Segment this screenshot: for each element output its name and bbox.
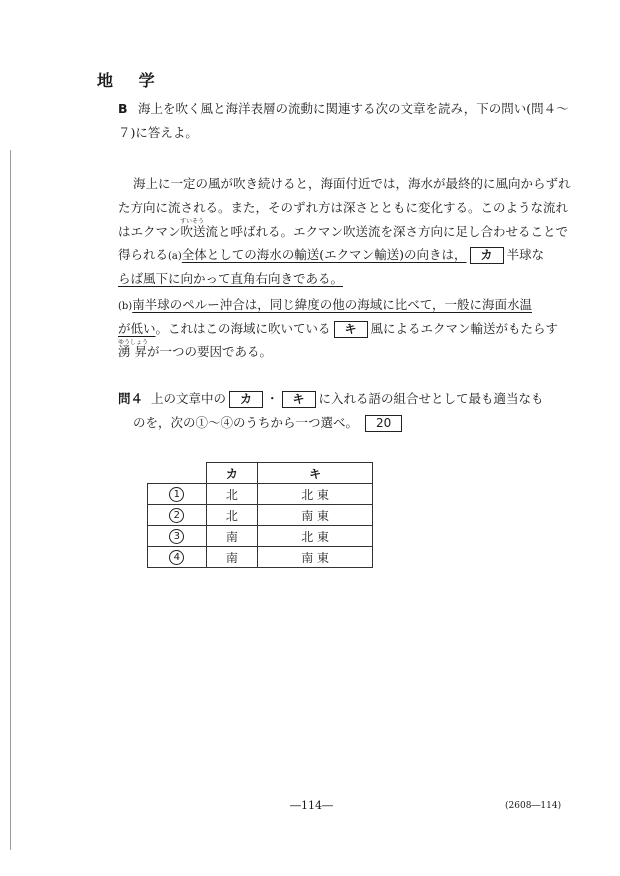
ruby-reading: すいそう (180, 218, 205, 225)
question-text: に入れる語の組合せとして最も適当なも (318, 391, 544, 406)
passage-line: はエクマン吹送流と呼ばれる。エクマン吹送流を深さ方向に足し合わせることで (118, 224, 569, 239)
passage-line: た方向に流される。また，そのずれ方は深さとともに変化する。このような流れ (118, 200, 569, 215)
table-row (148, 547, 373, 568)
question-box-ki: キ (282, 391, 316, 408)
underlined-text-b: 南半球のペルー沖合は，同じ緯度の他の海域に比べて，一般に海面水温 (132, 297, 532, 312)
choice-number: 3 (148, 526, 207, 547)
choice-ka: 南 (206, 547, 258, 568)
choice-ki: 北 東 (258, 484, 373, 505)
subject-title: 地 学 (97, 71, 165, 90)
section-intro-line1: 海上を吹く風と海洋表層の流動に関連する次の文章を読み，下の問い(問４～ (138, 101, 569, 116)
table-row (148, 484, 373, 505)
passage-line-b (118, 296, 532, 316)
underlined-text-a-cont: らば風下に向かって直角右向きである。 (118, 271, 344, 286)
question-sep: ・ (266, 391, 279, 406)
answer-box-ka: カ (470, 247, 504, 264)
answer-choices-table (147, 462, 373, 568)
section-intro-line2: ７)に答えよ。 (118, 125, 198, 140)
choice-number: 4 (148, 547, 207, 568)
table-header-row (148, 463, 373, 484)
passage-line: 湧 昇が一つの要因である。 (118, 344, 272, 359)
passage-text: 。これはこの海域に吹いている (155, 321, 331, 336)
passage-line: 海上に一定の風が吹き続けると，海面付近では，海水が最終的に風向からずれ (133, 176, 571, 191)
choice-ka: 北 (206, 505, 258, 526)
answer-number-box: 20 (365, 415, 402, 432)
choice-number: 1 (148, 484, 207, 505)
table-corner (148, 463, 207, 484)
question-line2 (133, 414, 405, 432)
table-row (148, 505, 373, 526)
passage-line-ki (118, 320, 558, 338)
table-header-ki: キ (258, 463, 373, 484)
answer-box-ki: キ (334, 321, 368, 338)
choice-ka: 北 (206, 484, 258, 505)
choice-ki: 南 東 (258, 547, 373, 568)
page-code: (2608―114) (505, 801, 562, 811)
choice-number: 2 (148, 505, 207, 526)
question-line1 (118, 390, 544, 408)
passage-text: 半球な (506, 247, 545, 262)
question-box-ka: カ (229, 391, 263, 408)
page-number: ―114― (290, 799, 333, 812)
passage-line-a (118, 246, 544, 266)
choice-ki: 南 東 (258, 505, 373, 526)
question-text: 上の文章中の (150, 391, 226, 406)
underlined-text-b-cont: が低い (118, 321, 156, 336)
passage-text: 風によるエクマン輸送がもたらす (370, 321, 559, 336)
question-label: 問４ (118, 391, 144, 406)
ruby-reading: ゆうしょう (118, 339, 149, 346)
choice-ki: 北 東 (258, 526, 373, 547)
underline-mark-a: (a) (168, 251, 182, 262)
choice-ka: 南 (206, 526, 258, 547)
table-header-ka: カ (206, 463, 258, 484)
underline-mark-b: (b) (118, 301, 133, 312)
question-text: のを，次の①～④のうちから一つ選べ。 (133, 415, 359, 430)
left-margin-line (10, 150, 11, 850)
underlined-text-a: 全体としての海水の輸送(エクマン輸送)の向きは， (181, 247, 467, 262)
passage-text: 得られる (118, 247, 169, 262)
table-row (148, 526, 373, 547)
section-letter: B (118, 101, 128, 116)
